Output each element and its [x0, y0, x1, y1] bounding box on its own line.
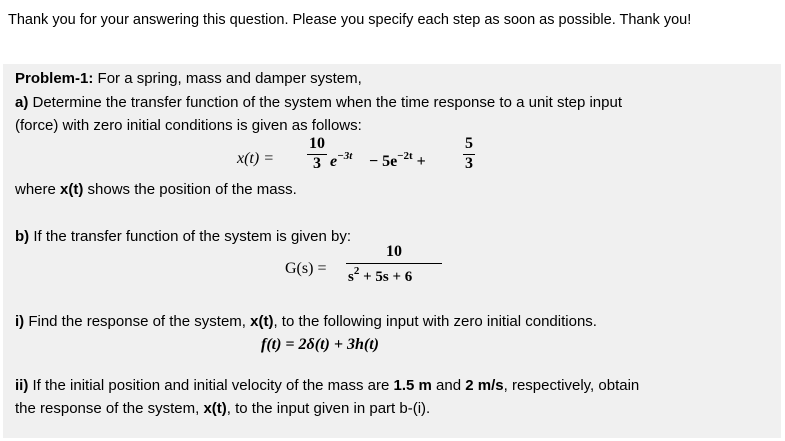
part-a-label: a) — [15, 94, 29, 111]
where-post: shows the position of the mass. — [83, 181, 297, 198]
part-b-line — [15, 228, 351, 245]
eq-a-frac1-num: 10 — [309, 135, 325, 152]
eq-a-lhs: x(t) = — [237, 150, 274, 167]
eq-b-lhs: G(s) = — [285, 260, 327, 277]
where-var: x(t) — [60, 181, 84, 198]
part-ii-mid: and — [431, 377, 466, 394]
part-i-var: x(t) — [250, 313, 274, 330]
part-ii-value-velocity: 2 m/s — [465, 377, 504, 394]
part-a-line1 — [15, 94, 622, 111]
part-ii-post: , respectively, obtain — [503, 377, 640, 394]
intro-text: Thank you for your answering this question. Please you specify each step as soon as possible. Thank you! — [8, 12, 692, 28]
part-a-line2: (force) with zero initial conditions is given as follows: — [15, 117, 362, 134]
problem-panel — [3, 64, 781, 438]
part-a-text: Determine the transfer function of the system when the time response to a unit step input — [28, 94, 622, 111]
part-i-label: i) — [15, 313, 25, 330]
part-ii-value-position: 1.5 m — [393, 377, 432, 394]
part-ii-line2-pre: the response of the system, — [15, 400, 204, 417]
eq-a-frac2-den: 3 — [465, 155, 473, 172]
eq-b-den — [348, 265, 412, 286]
eq-b-num: 10 — [386, 243, 402, 260]
eq-a-term2-exp: −2t — [397, 150, 413, 162]
part-i-line — [15, 313, 597, 330]
eq-a-term2 — [369, 150, 426, 171]
eq-b-bar — [346, 263, 442, 264]
where-line — [15, 181, 297, 198]
part-b-label: b) — [15, 228, 30, 245]
eq-a-term2-base: − 5e — [369, 153, 398, 170]
part-i-pre: Find the response of the system, — [24, 313, 251, 330]
eq-b-den-rest: + 5s + 6 — [359, 269, 413, 285]
eq-b-den-s: s — [348, 269, 354, 285]
problem-heading: Problem-1: — [15, 70, 94, 87]
part-ii-line2 — [15, 400, 430, 417]
part-ii-pre: If the initial position and initial velocity of the mass are — [28, 377, 394, 394]
eq-a-term1-exp: −3t — [337, 150, 353, 162]
part-i-post: , to the following input with zero initial conditions. — [273, 313, 597, 330]
problem-heading-line — [15, 70, 362, 87]
eq-a-frac2-num: 5 — [465, 135, 473, 152]
where-pre: where — [15, 181, 61, 198]
part-ii-line1 — [15, 377, 639, 394]
part-b-text: If the transfer function of the system is given by: — [29, 228, 351, 245]
part-ii-line2-post: , to the input given in part b-(i). — [226, 400, 431, 417]
part-ii-line2-var: x(t) — [203, 400, 227, 417]
eq-a-frac1-den: 3 — [313, 155, 321, 172]
eq-a-term1-base: e — [330, 153, 338, 170]
eq-input: f(t) = 2δ(t) + 3h(t) — [261, 336, 379, 353]
part-ii-label: ii) — [15, 377, 29, 394]
problem-heading-rest: For a spring, mass and damper system, — [93, 70, 362, 87]
eq-a-plus: + — [412, 153, 426, 170]
eq-b-den-exp: 2 — [353, 265, 360, 277]
eq-a-term1 — [330, 150, 352, 171]
